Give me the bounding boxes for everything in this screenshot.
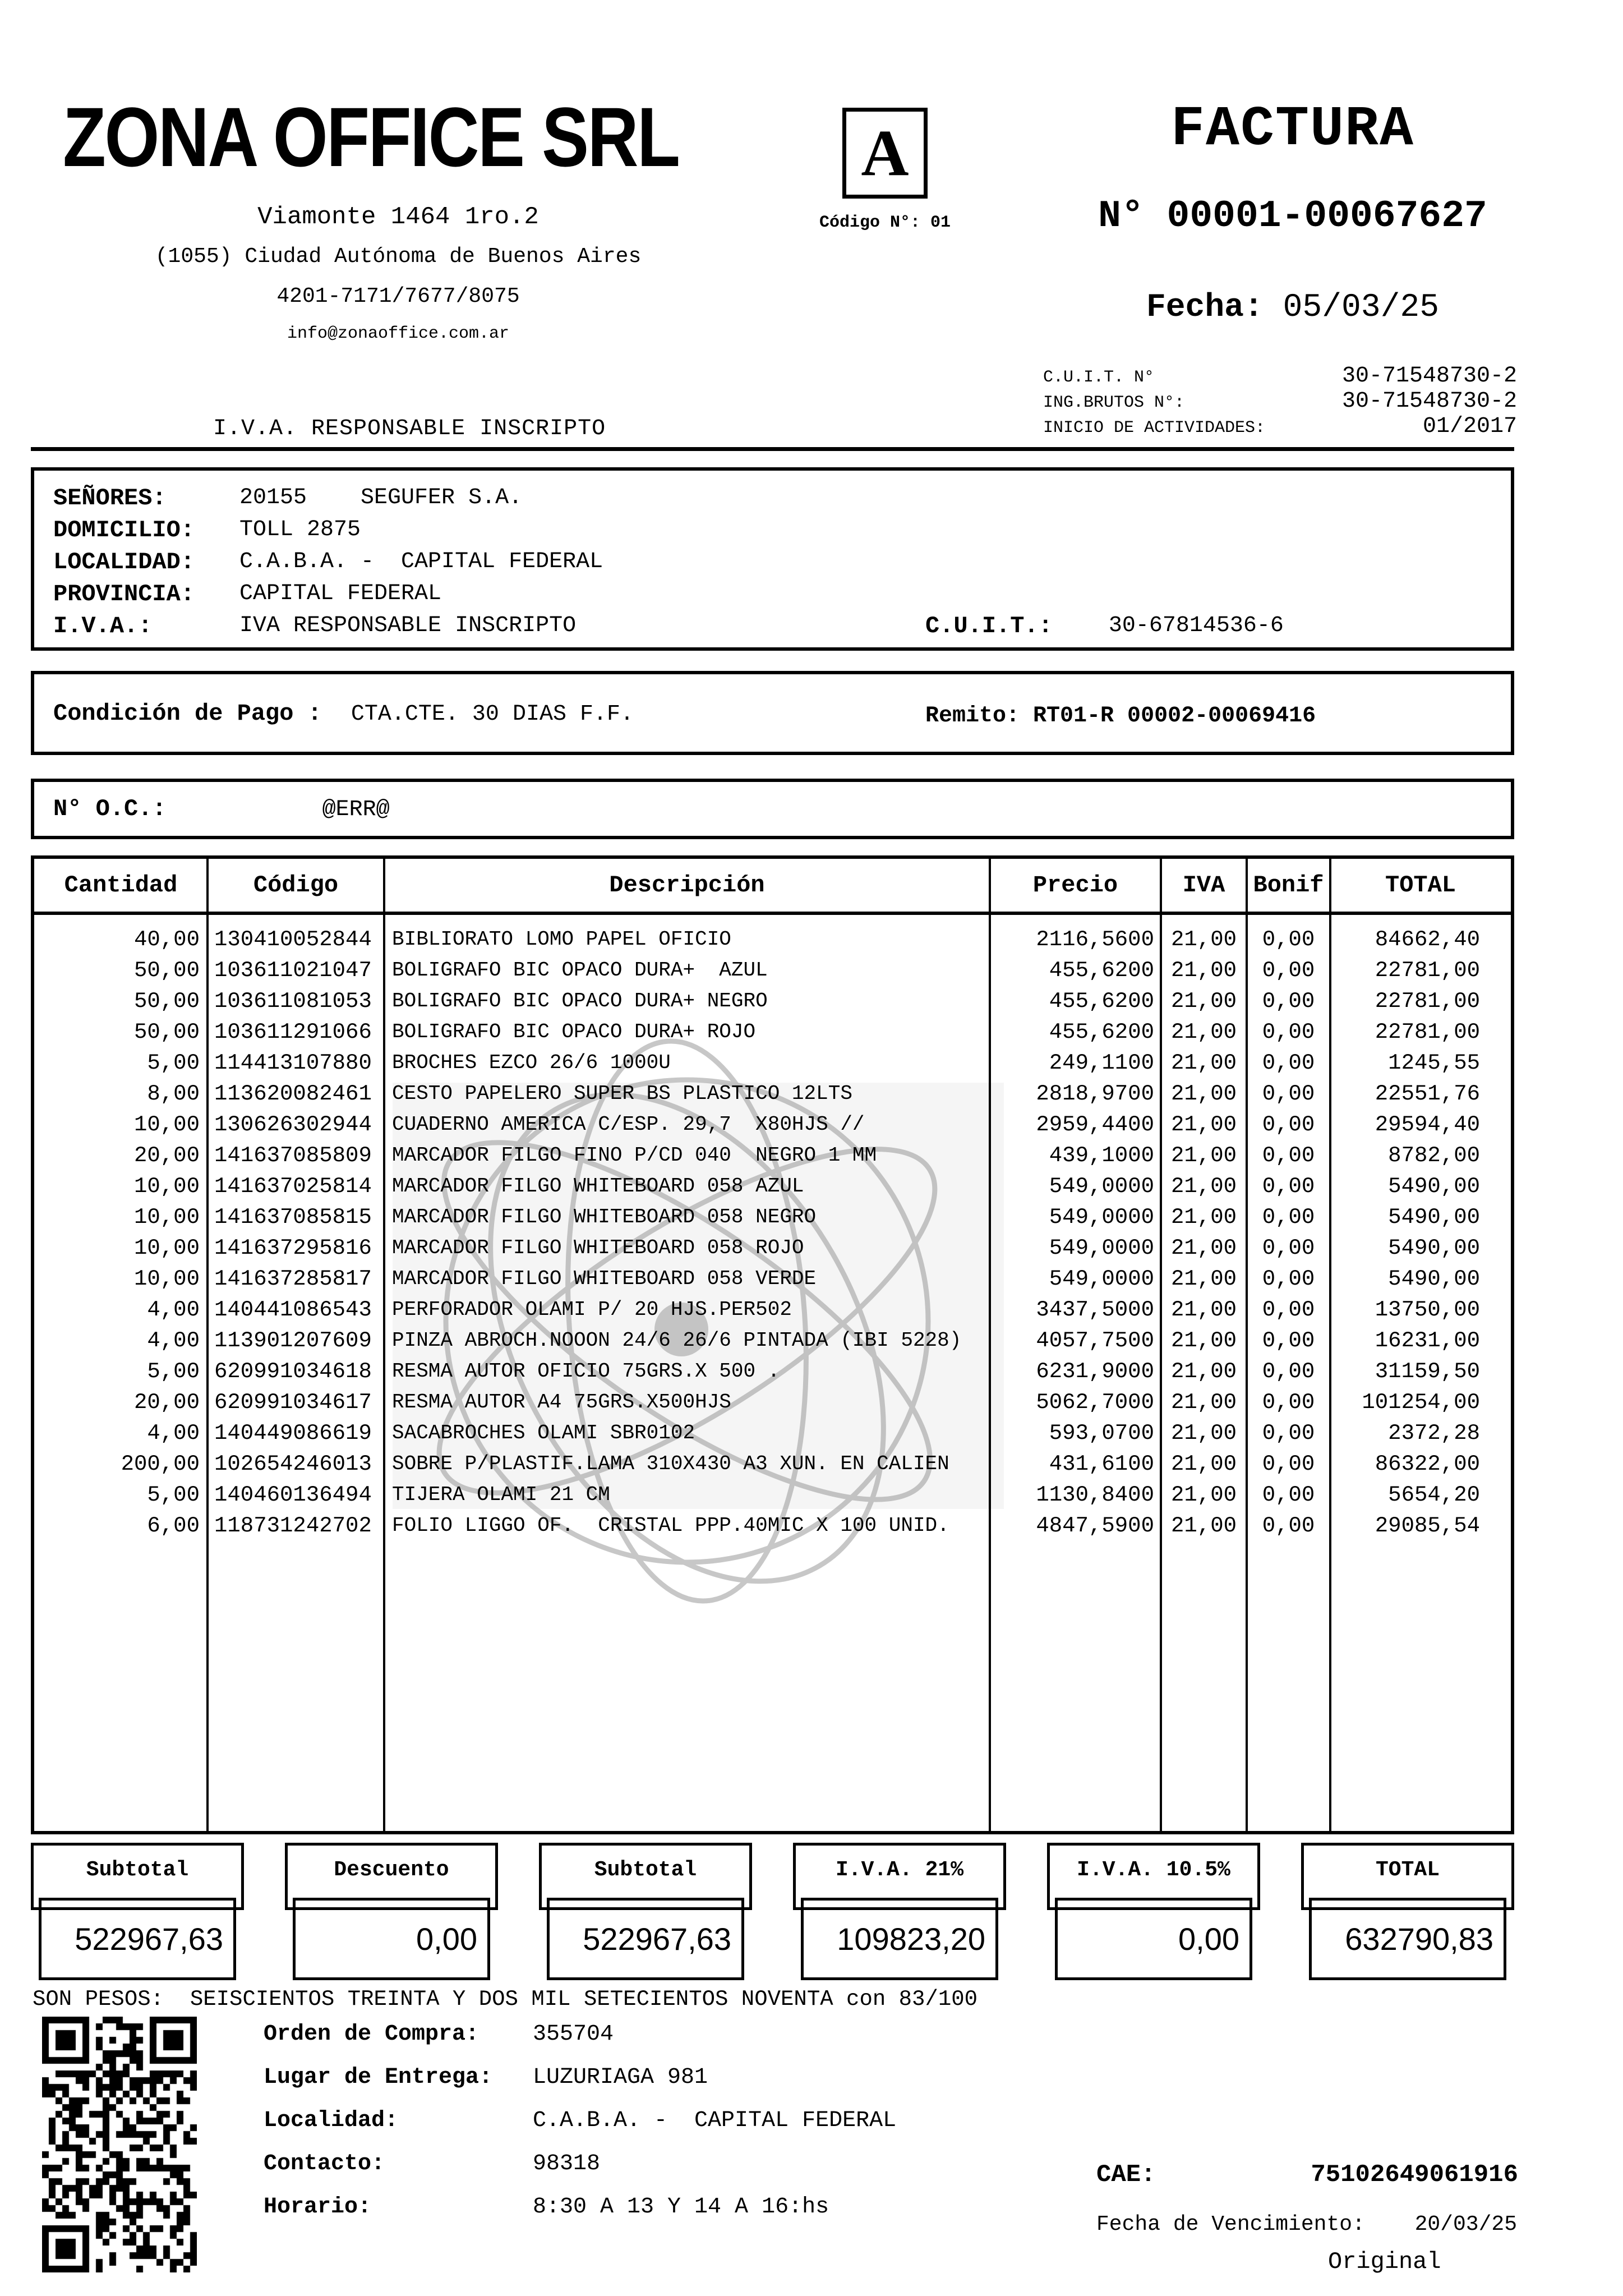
- localidad-label: LOCALIDAD:: [53, 548, 195, 576]
- invoice-title: FACTURA: [1170, 98, 1415, 162]
- delivery-info: [264, 2013, 896, 2229]
- cell-total: 29085,54: [1375, 1513, 1480, 1538]
- table-row: [34, 1479, 1511, 1510]
- cell-qty: 8,00: [147, 1081, 200, 1106]
- vencimiento-value: 20/03/25: [1414, 2212, 1517, 2237]
- table-row: [34, 1418, 1511, 1448]
- customer-cuit: [925, 610, 1284, 642]
- items-body: [34, 924, 1511, 1541]
- cell-price: 455,6200: [1049, 958, 1154, 983]
- totals-box-descuento: [285, 1843, 498, 1980]
- totals-label: I.V.A. 21%: [793, 1843, 1006, 1910]
- cell-iva: 21,00: [1170, 1204, 1237, 1230]
- cell-code: 130626302944: [214, 1112, 372, 1137]
- cell-total: 5490,00: [1388, 1174, 1480, 1199]
- lugar-entrega-value: LUZURIAGA 981: [533, 2065, 708, 2090]
- cell-iva: 21,00: [1170, 988, 1237, 1014]
- header-divider: [34, 912, 1511, 915]
- table-row: [34, 955, 1511, 986]
- cell-desc: MARCADOR FILGO WHITEBOARD 058 AZUL: [392, 1175, 804, 1198]
- contacto-label: Contacto:: [264, 2151, 385, 2177]
- cell-desc: BOLIGRAFO BIC OPACO DURA+ NEGRO: [392, 990, 768, 1013]
- date-label: Fecha:: [1146, 289, 1264, 326]
- customer-cuit-value: 30-67814536-6: [1108, 613, 1284, 638]
- cell-price: 249,1100: [1049, 1050, 1154, 1075]
- cell-iva: 21,00: [1170, 1359, 1237, 1384]
- invoice-date: [1066, 289, 1520, 326]
- horario-label: Horario:: [264, 2194, 372, 2220]
- cell-desc: SACABROCHES OLAMI SBR0102: [392, 1421, 695, 1444]
- cell-total: 86322,00: [1375, 1451, 1480, 1476]
- col-header-total: TOTAL: [1385, 872, 1456, 899]
- cell-qty: 10,00: [133, 1174, 200, 1199]
- cell-desc: BOLIGRAFO BIC OPACO DURA+ ROJO: [392, 1020, 756, 1043]
- fiscal-row: [1043, 414, 1517, 439]
- fiscal-row: [1043, 364, 1517, 389]
- items-table: [31, 855, 1514, 1834]
- col-divider: [1246, 859, 1248, 1831]
- totals-box-subtotal-1: [31, 1843, 244, 1980]
- info-row: [264, 2142, 896, 2185]
- totals-value: 109823,20: [801, 1898, 998, 1980]
- cell-price: 6231,9000: [1036, 1359, 1154, 1384]
- customer-cuit-label: C.U.I.T.:: [925, 612, 1053, 639]
- cell-qty: 6,00: [147, 1513, 200, 1538]
- lugar-entrega-label: Lugar de Entrega:: [264, 2065, 493, 2090]
- cell-total: 13750,00: [1375, 1297, 1480, 1322]
- table-row: [34, 1294, 1511, 1325]
- col-divider: [1329, 859, 1331, 1831]
- cell-desc: MARCADOR FILGO FINO P/CD 040 NEGRO 1 MM: [392, 1144, 877, 1167]
- col-header-iva: IVA: [1182, 872, 1225, 899]
- table-row: [34, 986, 1511, 1016]
- col-divider: [206, 859, 209, 1831]
- totals-box-subtotal-2: [539, 1843, 752, 1980]
- orden-compra-label: Orden de Compra:: [264, 2022, 479, 2047]
- inicio-label: INICIO DE ACTIVIDADES:: [1043, 418, 1266, 438]
- cell-code: 103611291066: [214, 1019, 372, 1045]
- horario-value: 8:30 A 13 Y 14 A 16:hs: [533, 2194, 829, 2220]
- cell-desc: CUADERNO AMERICA C/ESP. 29,7 X80HJS //: [392, 1113, 865, 1136]
- cell-desc: MARCADOR FILGO WHITEBOARD 058 VERDE: [392, 1267, 817, 1290]
- senores-label: SEÑORES:: [53, 484, 167, 512]
- cell-bonif: 0,00: [1262, 1328, 1315, 1353]
- company-address: [90, 203, 707, 343]
- cell-desc: RESMA AUTOR A4 75GRS.X500HJS: [392, 1391, 731, 1414]
- table-row: [34, 1387, 1511, 1418]
- info-row: [264, 2185, 896, 2229]
- cell-bonif: 0,00: [1262, 1389, 1315, 1415]
- cell-iva: 21,00: [1170, 1297, 1237, 1322]
- totals-value: 632790,83: [1309, 1898, 1506, 1980]
- cell-price: 549,0000: [1049, 1266, 1154, 1291]
- cell-price: 549,0000: [1049, 1174, 1154, 1199]
- cell-desc: TIJERA OLAMI 21 CM: [392, 1483, 610, 1506]
- cell-qty: 20,00: [133, 1143, 200, 1168]
- cell-iva: 21,00: [1170, 927, 1237, 952]
- fiscal-info: [1043, 364, 1517, 439]
- cell-bonif: 0,00: [1262, 1204, 1315, 1230]
- cell-code: 141637085815: [214, 1204, 372, 1230]
- payment-label: Condición de Pago :: [53, 700, 322, 727]
- cell-price: 593,0700: [1049, 1420, 1154, 1446]
- domicilio-label: DOMICILIO:: [53, 516, 195, 544]
- info-row: [264, 2099, 896, 2142]
- cell-bonif: 0,00: [1262, 1050, 1315, 1075]
- domicilio-value: TOLL 2875: [239, 517, 361, 542]
- cell-iva: 21,00: [1170, 1482, 1237, 1507]
- cell-price: 549,0000: [1049, 1235, 1154, 1260]
- items-header: [34, 859, 1511, 912]
- cell-iva: 21,00: [1170, 1143, 1237, 1168]
- cell-code: 103611081053: [214, 988, 372, 1014]
- info-row: [264, 2013, 896, 2056]
- invoice-letter-box: [842, 108, 928, 199]
- cell-iva: 21,00: [1170, 1174, 1237, 1199]
- cell-bonif: 0,00: [1262, 1359, 1315, 1384]
- cell-price: 439,1000: [1049, 1143, 1154, 1168]
- cae-label: CAE:: [1096, 2161, 1156, 2189]
- copy-label: Original: [1328, 2248, 1441, 2275]
- totals-label: Subtotal: [539, 1843, 752, 1910]
- cell-total: 31159,50: [1375, 1359, 1480, 1384]
- cell-iva: 21,00: [1170, 1112, 1237, 1137]
- iva-label: I.V.A.:: [53, 612, 153, 639]
- cell-bonif: 0,00: [1262, 1143, 1315, 1168]
- cell-total: 1245,55: [1388, 1050, 1480, 1075]
- table-row: [34, 1448, 1511, 1479]
- cell-total: 22781,00: [1375, 958, 1480, 983]
- cell-total: 22781,00: [1375, 988, 1480, 1014]
- cell-code: 140460136494: [214, 1482, 372, 1507]
- cell-iva: 21,00: [1170, 1513, 1237, 1538]
- invoice-number: N° 00001-00067627: [1098, 195, 1487, 238]
- col-header-codigo: Código: [253, 872, 339, 899]
- cell-qty: 50,00: [133, 988, 200, 1014]
- iva-value: IVA RESPONSABLE INSCRIPTO: [239, 613, 577, 638]
- customer-row: [53, 578, 1511, 610]
- invoice-letter: A: [861, 116, 909, 190]
- cell-price: 4057,7500: [1036, 1328, 1154, 1353]
- col-header-bonif: Bonif: [1253, 872, 1324, 899]
- contacto-value: 98318: [533, 2151, 601, 2177]
- cell-price: 455,6200: [1049, 988, 1154, 1014]
- cell-qty: 5,00: [147, 1050, 200, 1075]
- cell-qty: 10,00: [133, 1112, 200, 1137]
- cell-bonif: 0,00: [1262, 1081, 1315, 1106]
- col-divider: [1160, 859, 1162, 1831]
- cell-total: 101254,00: [1362, 1389, 1480, 1415]
- cell-code: 140449086619: [214, 1420, 372, 1446]
- table-row: [34, 1356, 1511, 1387]
- cell-code: 113620082461: [214, 1081, 372, 1106]
- cell-iva: 21,00: [1170, 1451, 1237, 1476]
- cell-total: 8782,00: [1388, 1143, 1480, 1168]
- phone-line: 4201-7171/7677/8075: [276, 284, 520, 309]
- cell-total: 5490,00: [1388, 1266, 1480, 1291]
- totals-box-total: [1301, 1843, 1514, 1980]
- cell-price: 549,0000: [1049, 1204, 1154, 1230]
- cell-bonif: 0,00: [1262, 1482, 1315, 1507]
- cell-qty: 5,00: [147, 1359, 200, 1384]
- table-row: [34, 1109, 1511, 1140]
- email-line: info@zonaoffice.com.ar: [287, 324, 510, 343]
- cell-iva: 21,00: [1170, 1050, 1237, 1075]
- cell-total: 2372,28: [1388, 1420, 1480, 1446]
- cell-desc: BIBLIORATO LOMO PAPEL OFICIO: [392, 928, 731, 951]
- company-name: ZONA OFFICE SRL: [63, 90, 679, 184]
- cell-bonif: 0,00: [1262, 958, 1315, 983]
- table-row: [34, 1263, 1511, 1294]
- cell-total: 22551,76: [1375, 1081, 1480, 1106]
- cell-price: 2116,5600: [1036, 927, 1154, 952]
- cell-total: 5654,20: [1388, 1482, 1480, 1507]
- vencimiento-row: [1096, 2212, 1517, 2237]
- customer-box: [31, 467, 1514, 651]
- header-rule: [31, 447, 1514, 451]
- table-row: [34, 1325, 1511, 1356]
- col-header-precio: Precio: [1032, 872, 1118, 899]
- vencimiento-label: Fecha de Vencimiento:: [1096, 2212, 1365, 2237]
- localidad-entrega-value: C.A.B.A. - CAPITAL FEDERAL: [533, 2108, 897, 2133]
- cell-iva: 21,00: [1170, 1081, 1237, 1106]
- oc-box: [31, 779, 1514, 839]
- address-line: (1055) Ciudad Autónoma de Buenos Aires: [155, 245, 642, 269]
- cell-desc: MARCADOR FILGO WHITEBOARD 058 ROJO: [392, 1236, 804, 1259]
- cell-desc: SOBRE P/PLASTIF.LAMA 310X430 A3 XUN. EN CALIEN: [392, 1452, 949, 1475]
- cell-iva: 21,00: [1170, 1019, 1237, 1045]
- codigo-label: Código N°: 01: [819, 213, 951, 232]
- cell-price: 5062,7000: [1036, 1389, 1154, 1415]
- cell-desc: MARCADOR FILGO WHITEBOARD 058 NEGRO: [392, 1205, 817, 1228]
- cell-code: 118731242702: [214, 1513, 372, 1538]
- cell-code: 620991034617: [214, 1389, 372, 1415]
- cell-total: 84662,40: [1375, 927, 1480, 952]
- totals-label: Subtotal: [31, 1843, 244, 1910]
- cell-bonif: 0,00: [1262, 1235, 1315, 1260]
- provincia-label: PROVINCIA:: [53, 580, 195, 608]
- cell-iva: 21,00: [1170, 1266, 1237, 1291]
- cell-total: 5490,00: [1388, 1235, 1480, 1260]
- cell-desc: CESTO PAPELERO SUPER BS PLASTICO 12LTS: [392, 1082, 852, 1105]
- cell-desc: BOLIGRAFO BIC OPACO DURA+ AZUL: [392, 959, 768, 982]
- cae-row: [1096, 2161, 1518, 2189]
- totals-label: TOTAL: [1301, 1843, 1514, 1910]
- table-row: [34, 1202, 1511, 1232]
- cell-code: 141637025814: [214, 1174, 372, 1199]
- cell-qty: 20,00: [133, 1389, 200, 1415]
- cell-desc: PERFORADOR OLAMI P/ 20 HJS.PER502: [392, 1298, 792, 1321]
- cell-bonif: 0,00: [1262, 1112, 1315, 1137]
- table-row: [34, 1016, 1511, 1047]
- cell-price: 3437,5000: [1036, 1297, 1154, 1322]
- cell-bonif: 0,00: [1262, 1019, 1315, 1045]
- oc-value: @ERR@: [322, 797, 390, 822]
- senores-value: 20155 SEGUFER S.A.: [239, 485, 523, 510]
- cell-total: 22781,00: [1375, 1019, 1480, 1045]
- cuit-label: C.U.I.T. N°: [1043, 368, 1155, 387]
- cell-desc: BROCHES EZCO 26/6 1000U: [392, 1051, 671, 1074]
- cell-code: 102654246013: [214, 1451, 372, 1476]
- cell-bonif: 0,00: [1262, 927, 1315, 952]
- table-row: [34, 1140, 1511, 1171]
- customer-row: [53, 514, 1511, 546]
- cell-iva: 21,00: [1170, 1328, 1237, 1353]
- cell-code: 130410052844: [214, 927, 372, 952]
- cell-bonif: 0,00: [1262, 1266, 1315, 1291]
- totals-label: I.V.A. 10.5%: [1047, 1843, 1260, 1910]
- cell-qty: 200,00: [121, 1451, 200, 1476]
- cell-qty: 50,00: [133, 958, 200, 983]
- customer-row: [53, 482, 1511, 514]
- cell-iva: 21,00: [1170, 1420, 1237, 1446]
- cell-qty: 10,00: [133, 1266, 200, 1291]
- localidad-value: C.A.B.A. - CAPITAL FEDERAL: [239, 549, 603, 574]
- totals-box-iva21: [793, 1843, 1006, 1980]
- cell-price: 1130,8400: [1036, 1482, 1154, 1507]
- cell-qty: 10,00: [133, 1235, 200, 1260]
- cell-code: 114413107880: [214, 1050, 372, 1075]
- totals-value: 0,00: [293, 1898, 490, 1980]
- cell-bonif: 0,00: [1262, 1174, 1315, 1199]
- cell-total: 16231,00: [1375, 1328, 1480, 1353]
- table-row: [34, 1510, 1511, 1541]
- cell-code: 103611021047: [214, 958, 372, 983]
- ingbrutos-value: 30-71548730-2: [1341, 389, 1517, 414]
- cell-qty: 4,00: [147, 1297, 200, 1322]
- cell-qty: 4,00: [147, 1420, 200, 1446]
- cell-price: 2959,4400: [1036, 1112, 1154, 1137]
- cell-price: 4847,5900: [1036, 1513, 1154, 1538]
- cell-total: 5490,00: [1388, 1204, 1480, 1230]
- cell-price: 2818,9700: [1036, 1081, 1154, 1106]
- oc-label: N° O.C.:: [53, 795, 167, 822]
- cell-qty: 10,00: [133, 1204, 200, 1230]
- cell-qty: 5,00: [147, 1482, 200, 1507]
- col-divider: [989, 859, 991, 1831]
- inicio-value: 01/2017: [1422, 414, 1517, 439]
- totals-label: Descuento: [285, 1843, 498, 1910]
- cell-qty: 4,00: [147, 1328, 200, 1353]
- info-row: [264, 2056, 896, 2099]
- cell-qty: 40,00: [133, 927, 200, 952]
- cell-desc: PINZA ABROCH.NOOON 24/6 26/6 PINTADA (IBI 5228): [392, 1329, 962, 1352]
- totals-box-iva105: [1047, 1843, 1260, 1980]
- cell-desc: RESMA AUTOR OFICIO 75GRS.X 500 .: [392, 1360, 780, 1383]
- cell-code: 620991034618: [214, 1359, 372, 1384]
- remito-value: Remito: RT01-R 00002-00069416: [925, 703, 1316, 729]
- cell-total: 29594,40: [1375, 1112, 1480, 1137]
- cell-price: 431,6100: [1049, 1451, 1154, 1476]
- cell-qty: 50,00: [133, 1019, 200, 1045]
- table-row: [34, 1078, 1511, 1109]
- qr-code: [42, 2017, 197, 2272]
- amount-in-words: SON PESOS: SEISCIENTOS TREINTA Y DOS MIL SETECIENTOS NOVENTA con 83/100: [33, 1987, 978, 2012]
- cell-bonif: 0,00: [1262, 1451, 1315, 1476]
- col-divider: [383, 859, 385, 1831]
- cell-code: 113901207609: [214, 1328, 372, 1353]
- localidad-entrega-label: Localidad:: [264, 2108, 399, 2133]
- totals-value: 522967,63: [39, 1898, 236, 1980]
- table-row: [34, 924, 1511, 955]
- date-value: 05/03/25: [1263, 289, 1440, 326]
- cuit-value: 30-71548730-2: [1341, 364, 1517, 389]
- orden-compra-value: 355704: [533, 2022, 614, 2047]
- provincia-value: CAPITAL FEDERAL: [239, 581, 442, 606]
- col-header-descripcion: Descripción: [609, 872, 765, 899]
- table-row: [34, 1232, 1511, 1263]
- cell-bonif: 0,00: [1262, 1420, 1315, 1446]
- col-header-cantidad: Cantidad: [64, 872, 178, 899]
- payment-box: [31, 671, 1514, 755]
- cell-iva: 21,00: [1170, 1389, 1237, 1415]
- cell-code: 140441086543: [214, 1297, 372, 1322]
- totals-value: 522967,63: [547, 1898, 744, 1980]
- cell-code: 141637285817: [214, 1266, 372, 1291]
- totals-value: 0,00: [1055, 1898, 1252, 1980]
- iva-condition: I.V.A. RESPONSABLE INSCRIPTO: [213, 416, 606, 441]
- table-row: [34, 1047, 1511, 1078]
- cell-bonif: 0,00: [1262, 1297, 1315, 1322]
- cell-price: 455,6200: [1049, 1019, 1154, 1045]
- cell-iva: 21,00: [1170, 958, 1237, 983]
- customer-row: [53, 610, 1511, 642]
- table-row: [34, 1171, 1511, 1202]
- cell-bonif: 0,00: [1262, 988, 1315, 1014]
- cell-code: 141637085809: [214, 1143, 372, 1168]
- customer-row: [53, 546, 1511, 578]
- address-line: Viamonte 1464 1ro.2: [257, 203, 539, 231]
- cell-code: 141637295816: [214, 1235, 372, 1260]
- payment-value: CTA.CTE. 30 DIAS F.F.: [351, 702, 634, 727]
- cell-bonif: 0,00: [1262, 1513, 1315, 1538]
- cae-value: 75102649061916: [1311, 2161, 1518, 2189]
- cell-desc: FOLIO LIGGO OF. CRISTAL PPP.40MIC X 100 UNID.: [392, 1514, 949, 1537]
- fiscal-row: [1043, 389, 1517, 414]
- ingbrutos-label: ING.BRUTOS N°:: [1043, 393, 1185, 412]
- cell-iva: 21,00: [1170, 1235, 1237, 1260]
